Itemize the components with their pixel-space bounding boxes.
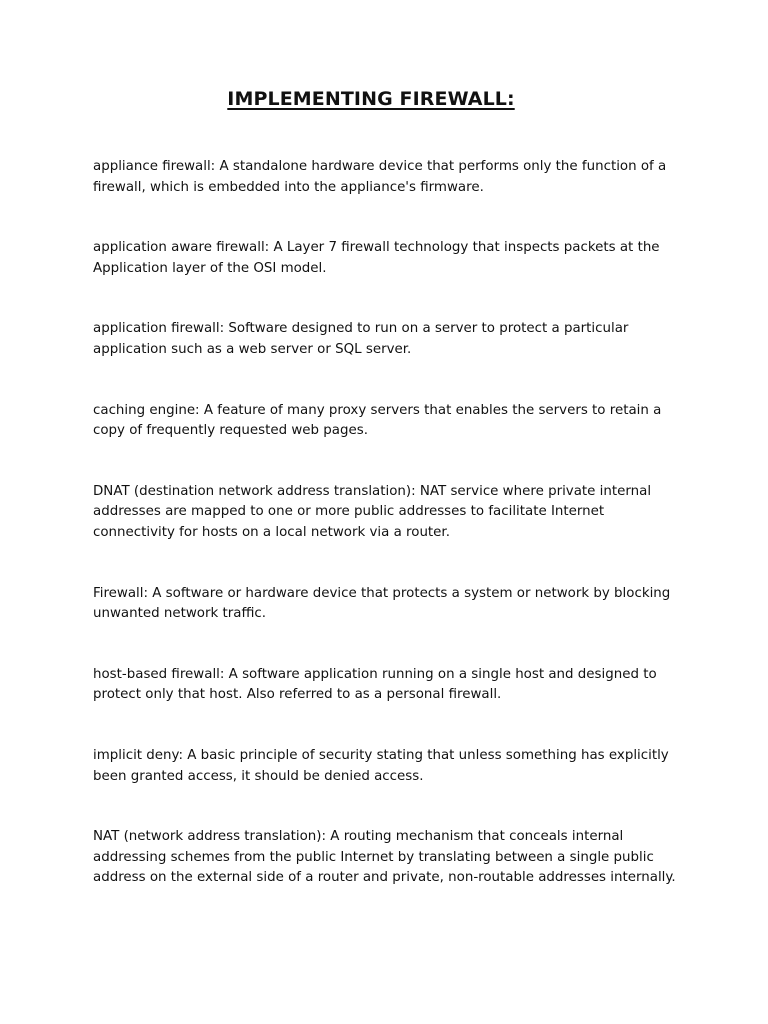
glossary-entry-application-firewall: application firewall: Software designed to run on a server to protect a particular application such as a web server or SQL server. bbox=[93, 321, 629, 357]
document-title: IMPLEMENTING FIREWALL: bbox=[227, 88, 515, 110]
glossary-entry-firewall: Firewall: A software or hardware device that protects a system or network by blocking unwanted network traffic. bbox=[93, 585, 671, 622]
glossary-entry-dnat: DNAT (destination network address translation): NAT service where private internal addresses are mapped to one or more public addresses to facilitate Internet connectivity for hosts on a local network via a router. bbox=[93, 483, 652, 540]
glossary-entry-nat: NAT (network address translation): A routing mechanism that conceals internal addressing schemes from the public Internet by translating between a single public address on the external side of a router and private, non-routable addresses internally. bbox=[93, 829, 676, 886]
glossary-entry-host-based-firewall: host-based firewall: A software application running on a single host and designed to protect only that host. Also referred to as a personal firewall. bbox=[93, 666, 657, 703]
glossary-entry-appliance-firewall: appliance firewall: A standalone hardware device that performs only the function of a firewall, which is embedded into the appliance's firmware. bbox=[93, 159, 667, 195]
glossary-list bbox=[93, 157, 678, 889]
glossary-entry-caching-engine: caching engine: A feature of many proxy servers that enables the servers to retain a copy of frequently requested web pages. bbox=[93, 402, 662, 439]
glossary-entry-application-aware-firewall: application aware firewall: A Layer 7 firewall technology that inspects packets at the Application layer of the OSI model. bbox=[93, 240, 660, 276]
glossary-entry-implicit-deny: implicit deny: A basic principle of security stating that unless something has explicitly been granted access, it should be denied access. bbox=[93, 747, 669, 784]
